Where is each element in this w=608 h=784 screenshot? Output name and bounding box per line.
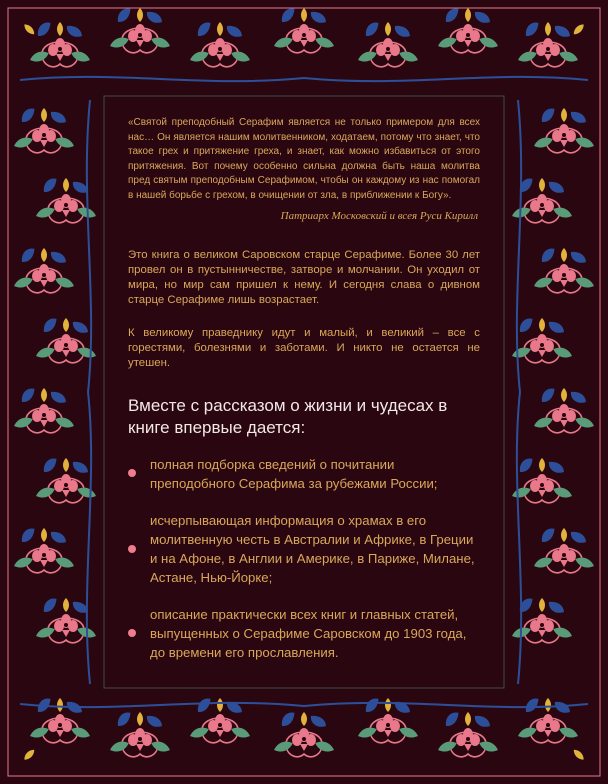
bullet-dot-icon [128, 469, 136, 477]
quote-signature: Патриарх Московский и всея Руси Кирилл [280, 209, 478, 222]
ornament-right-band [510, 100, 595, 684]
bullet-dot-icon [128, 545, 136, 553]
list-item-text: описание практически всех книг и главных статей, выпущенных о Серафиме Саровском до 1903 года, до времени его прославления. [150, 606, 467, 660]
cover-text-block [128, 116, 480, 662]
list-item-text: исчерпывающая информация о храмах в его молитвенную честь в Австралии и Африке, в Греции и на Афоне, в Англии и Америке, в Париже, Милане, Астане, Нью-Йорке; [150, 512, 475, 585]
list-item [128, 605, 480, 662]
bullet-dot-icon [128, 629, 136, 637]
list-item [128, 511, 480, 587]
description-paragraph: Это книга о великом Саровском старце Серафиме. Более 30 лет провел он в пустынничестве, затворе и молчании. Он уходил от мира, но мир сам пришел к нему. И сегодня слава о дивном старце Серафиме лишь возрастает. [128, 248, 480, 306]
features-list [128, 455, 480, 662]
features-heading: Вместе с рассказом о жизни и чудесах в книге впервые дается: [128, 395, 448, 437]
list-item [128, 455, 480, 493]
ornament-bottom-band [20, 696, 588, 757]
patriarch-quote: «Святой преподобный Серафим является не только примером для всех нас… Он является нашим молитвенником, ходатаем, потому что знает, что такое грех и притяжение греха, и знает, как можно избавиться от этого притяжения. Вот почему особенно сильна должна быть наша молитва пред святым преподобным Серафимом, чтобы он каждому из нас помогал в нашей борьбе с грехом, в очищении от зла, в приближении к Богу». [128, 117, 480, 201]
ornament-top-band [20, 6, 588, 82]
list-item-text: полная подборка сведений о почитании преподобного Серафима за рубежами России; [150, 456, 438, 491]
description-paragraph: К великому праведнику идут и малый, и великий – все с горестями, болезнями и заботами. И никто не остается не утешен. [128, 326, 480, 369]
ornament-left-band [12, 100, 97, 684]
